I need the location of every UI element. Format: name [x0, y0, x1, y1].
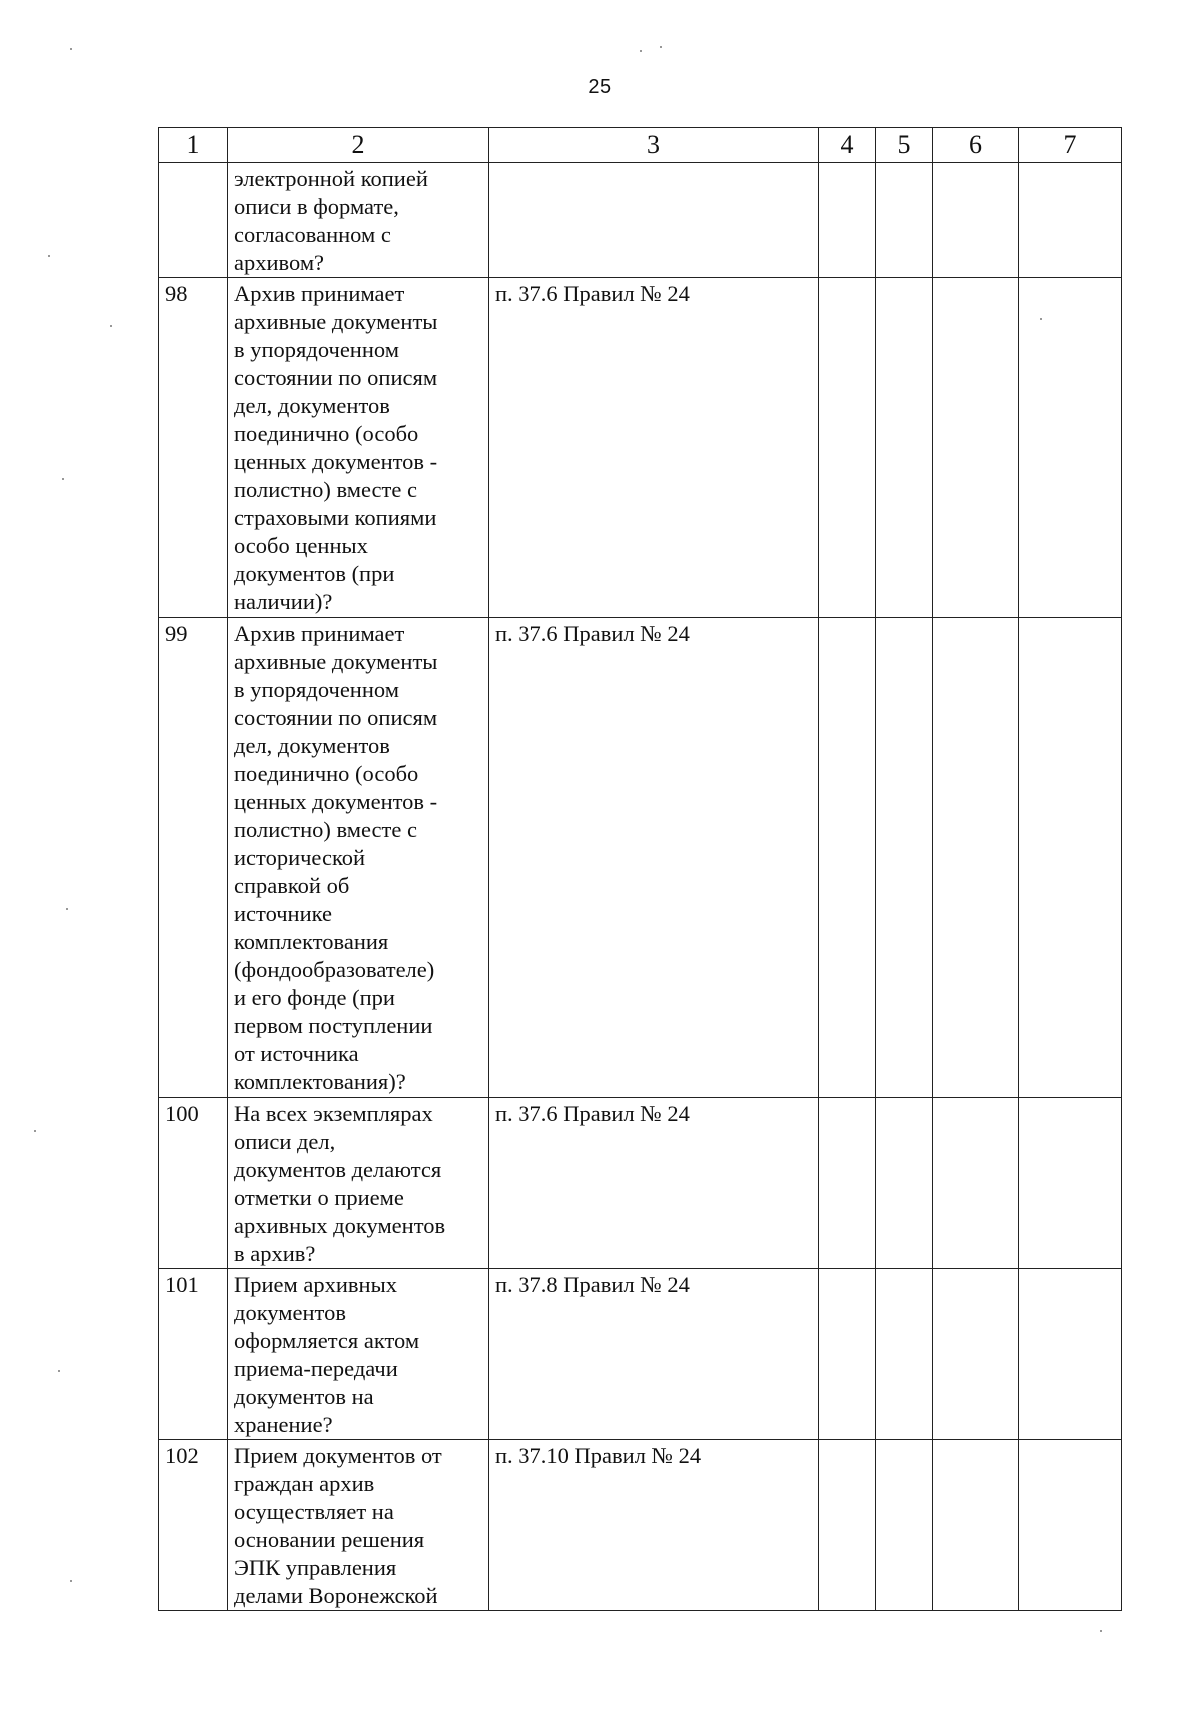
header-cell-1: 1	[159, 128, 228, 163]
reference-cell: п. 37.6 Правил № 24	[489, 1098, 819, 1269]
reference-cell: п. 37.6 Правил № 24	[489, 618, 819, 1098]
table-row	[159, 1269, 1122, 1440]
cell-col-4	[819, 163, 876, 278]
cell-col-6	[933, 1269, 1019, 1440]
table-row	[159, 618, 1122, 1098]
scan-speck	[1040, 318, 1042, 320]
reference-cell	[489, 163, 819, 278]
table-row	[159, 1440, 1122, 1611]
row-number: 100	[159, 1098, 228, 1269]
cell-col-6	[933, 1440, 1019, 1611]
cell-col-5	[876, 163, 933, 278]
cell-col-7	[1019, 618, 1122, 1098]
question-cell: На всех экземплярах описи дел, документов делаются отметки о приеме архивных документов в архив?	[228, 1098, 489, 1269]
table-row	[159, 278, 1122, 618]
cell-col-5	[876, 1098, 933, 1269]
question-cell: Прием документов от граждан архив осуществляет на основании решения ЭПК управления делами Воронежской	[228, 1440, 489, 1611]
scan-speck	[58, 1370, 60, 1372]
cell-col-4	[819, 1098, 876, 1269]
scan-speck	[640, 50, 642, 52]
table-header-row	[159, 128, 1122, 163]
scan-speck	[48, 255, 50, 257]
header-cell-2: 2	[228, 128, 489, 163]
row-number: 98	[159, 278, 228, 618]
cell-col-4	[819, 278, 876, 618]
scan-speck	[110, 325, 112, 327]
row-number	[159, 163, 228, 278]
row-number: 101	[159, 1269, 228, 1440]
header-cell-5: 5	[876, 128, 933, 163]
header-cell-3: 3	[489, 128, 819, 163]
reference-cell: п. 37.8 Правил № 24	[489, 1269, 819, 1440]
checklist-table	[158, 127, 1122, 1611]
cell-col-6	[933, 1098, 1019, 1269]
scan-speck	[70, 48, 72, 50]
question-cell: Архив принимает архивные документы в упорядоченном состоянии по описям дел, документов поединично (особо ценных документов - полистно) вместе с исторической справкой об источнике комплектования (фондообразователе) и его фонде (при первом поступлении от источника комплектования)?	[228, 618, 489, 1098]
question-cell: электронной копией описи в формате, согласованном с архивом?	[228, 163, 489, 278]
scan-speck	[70, 1580, 72, 1582]
reference-cell: п. 37.6 Правил № 24	[489, 278, 819, 618]
cell-col-6	[933, 618, 1019, 1098]
scan-speck	[660, 46, 662, 48]
header-cell-4: 4	[819, 128, 876, 163]
table-row	[159, 1098, 1122, 1269]
scan-speck	[1100, 1630, 1102, 1632]
scan-speck	[62, 478, 64, 480]
cell-col-5	[876, 1440, 933, 1611]
cell-col-6	[933, 278, 1019, 618]
cell-col-7	[1019, 1440, 1122, 1611]
question-cell: Прием архивных документов оформляется актом приема-передачи документов на хранение?	[228, 1269, 489, 1440]
header-cell-7: 7	[1019, 128, 1122, 163]
cell-col-7	[1019, 1269, 1122, 1440]
row-number: 102	[159, 1440, 228, 1611]
cell-col-7	[1019, 278, 1122, 618]
cell-col-5	[876, 618, 933, 1098]
cell-col-6	[933, 163, 1019, 278]
cell-col-4	[819, 1440, 876, 1611]
question-cell: Архив принимает архивные документы в упорядоченном состоянии по описям дел, документов поединично (особо ценных документов - полистно) вместе с страховыми копиями особо ценных документов (при наличии)?	[228, 278, 489, 618]
cell-col-5	[876, 278, 933, 618]
page-number: 25	[588, 76, 612, 98]
header-cell-6: 6	[933, 128, 1019, 163]
cell-col-7	[1019, 163, 1122, 278]
cell-col-4	[819, 1269, 876, 1440]
cell-col-4	[819, 618, 876, 1098]
cell-col-5	[876, 1269, 933, 1440]
cell-col-7	[1019, 1098, 1122, 1269]
scan-speck	[66, 908, 68, 910]
scan-speck	[34, 1130, 36, 1132]
row-number: 99	[159, 618, 228, 1098]
reference-cell: п. 37.10 Правил № 24	[489, 1440, 819, 1611]
table-row	[159, 163, 1122, 278]
